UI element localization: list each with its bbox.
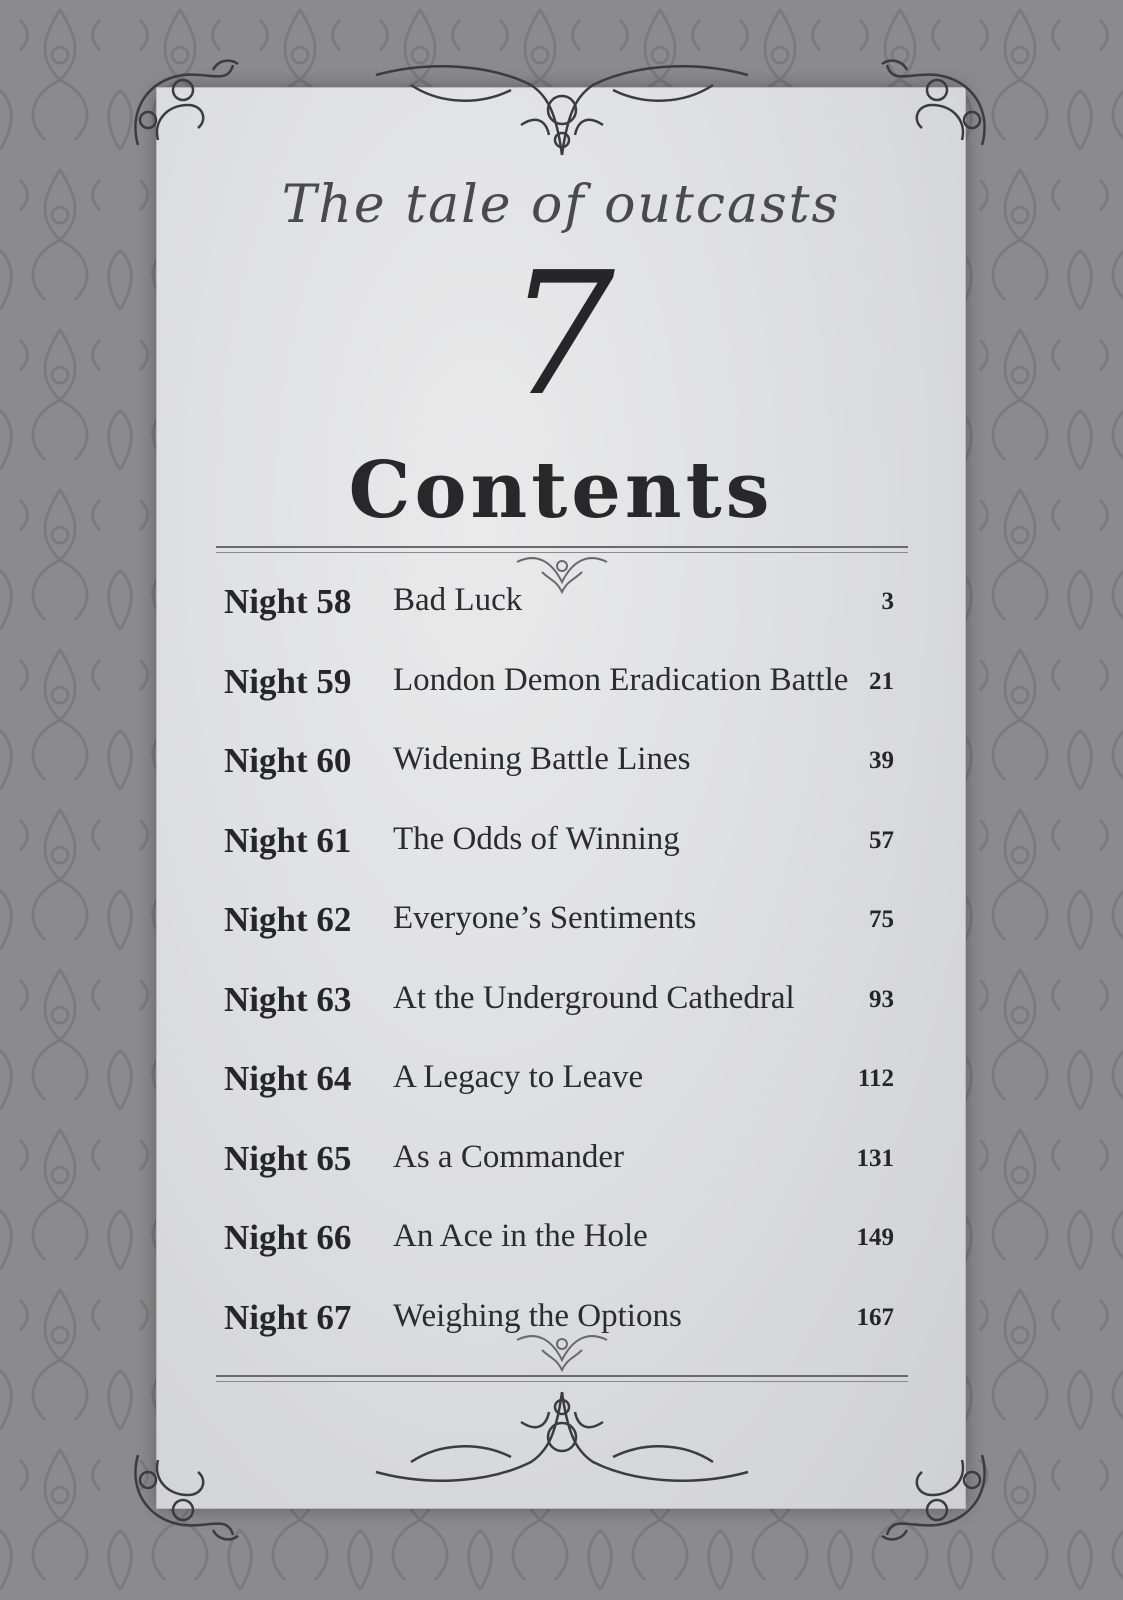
chapter-number: Night 62	[224, 900, 352, 939]
series-title: The tale of outcasts	[281, 175, 841, 235]
chapter-title: At the Underground Cathedral	[393, 979, 795, 1016]
toc-row-night-60[interactable]	[224, 733, 894, 813]
page-number: 131	[856, 1144, 894, 1172]
crest-ornament-top	[371, 55, 753, 165]
toc-row-night-66[interactable]	[224, 1210, 894, 1290]
chapter-title: Everyone’s Sentiments	[393, 900, 697, 936]
page-number: 93	[869, 985, 894, 1013]
chapter-title: An Ace in the Hole	[393, 1218, 648, 1254]
crest-ornament-bottom	[371, 1382, 753, 1492]
chapter-title: Widening Battle Lines	[393, 741, 691, 777]
corner-ornament-top-left	[118, 50, 248, 160]
chapter-number: Night 61	[224, 820, 352, 860]
toc-row-night-64[interactable]	[224, 1051, 894, 1131]
page-number: 112	[857, 1065, 894, 1092]
chapter-title: A Legacy to Leave	[393, 1059, 644, 1095]
corner-ornament-top-right	[872, 50, 1002, 160]
volume-number: 7	[506, 236, 616, 434]
page-number: 3	[881, 588, 894, 615]
chapter-number: Night 65	[224, 1138, 352, 1178]
chapter-number: Night 59	[224, 661, 352, 701]
page-number: 21	[869, 667, 894, 695]
divider-ornament-bottom	[512, 1330, 612, 1374]
toc-row-night-58[interactable]	[224, 574, 894, 654]
chapter-number: Night 64	[224, 1059, 352, 1098]
page-number: 149	[856, 1224, 894, 1251]
page-number: 167	[856, 1303, 894, 1331]
toc-row-night-62[interactable]	[224, 892, 894, 972]
chapter-number: Night 63	[224, 979, 352, 1019]
corner-ornament-bottom-left	[118, 1440, 248, 1550]
page-number: 39	[869, 747, 894, 774]
contents-heading: Contents	[348, 445, 774, 536]
toc-row-night-63[interactable]	[224, 972, 894, 1052]
chapter-title: The Odds of Winning	[393, 820, 680, 857]
divider-bottom	[216, 1375, 908, 1382]
chapter-number: Night 60	[224, 741, 352, 780]
chapter-number: Night 66	[224, 1218, 352, 1257]
chapter-title: As a Commander	[393, 1138, 624, 1175]
corner-ornament-bottom-right	[872, 1440, 1002, 1550]
chapter-title: Bad Luck	[393, 582, 523, 618]
chapter-number: Night 67	[224, 1297, 352, 1337]
chapter-title: Weighing the Options	[393, 1297, 682, 1334]
table-of-contents	[224, 574, 894, 1369]
page-number: 57	[869, 826, 894, 854]
toc-row-night-61[interactable]	[224, 813, 894, 893]
chapter-number: Night 58	[224, 582, 352, 621]
page-number: 75	[869, 906, 894, 933]
chapter-title: London Demon Eradication Battle	[393, 661, 849, 698]
toc-row-night-59[interactable]	[224, 654, 894, 734]
toc-row-night-65[interactable]	[224, 1131, 894, 1211]
